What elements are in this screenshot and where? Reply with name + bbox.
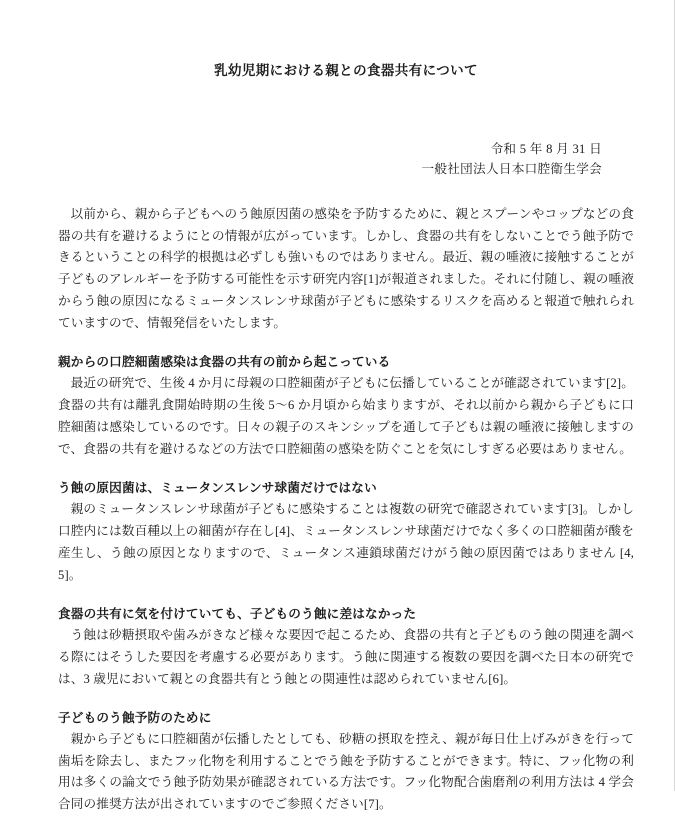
intro-paragraph: 以前から、親から子どもへのう蝕原因菌の感染を予防するために、親とスプーンやコップなどの食器の共有を避けるようにとの情報が広がっています。しかし、食器の共有をしないことでう蝕予防できるということの科学的根拠は必ずしも強いものではありません。最近、親の唾液に接触することが子どものアレルギーを予防する可能性を示す研究内容[1]が報道されました。それに付随し、親の唾液からう蝕の原因になるミュータンスレンサ球菌が子どもに感染するリスクを高めると報道で触れられていますので、情報発信をいたします。 xyxy=(58,204,634,335)
document-meta xyxy=(58,139,634,180)
section-paragraph: う蝕は砂糖摂取や歯みがきなど様々な要因で起こるため、食器の共有と子どものう蝕の関連を調べる際にはそうした要因を考慮する必要があります。う蝕に関連する複数の要因を調べた日本の研究では、3 歳児において親との食器共有とう蝕との関連性は認められていません[6]。 xyxy=(58,625,634,691)
section-heading: 親からの口腔細菌感染は食器の共有の前から起こっている xyxy=(58,352,634,372)
issuing-organization: 一般社団法人日本口腔衛生学会 xyxy=(58,159,602,179)
document-body xyxy=(58,204,634,816)
section-paragraph: 親のミュータンスレンサ球菌が子どもに感染することは複数の研究で確認されています[3]。しかし口腔内には数百種以上の細菌が存在し[4]、ミュータンスレンサ球菌だけでなく多くの口腔細菌が酸を産生し、う蝕の原因となりますので、ミュータンス連鎖球菌だけがう蝕の原因菌ではありません [4, 5]。 xyxy=(58,499,634,587)
section-heading: う蝕の原因菌は、ミュータンスレンサ球菌だけではない xyxy=(58,478,634,498)
section-caries-causing-bacteria xyxy=(58,478,634,587)
section-caries-prevention xyxy=(58,708,634,816)
section-heading: 子どものう蝕予防のために xyxy=(58,708,634,728)
section-utensil-sharing-no-difference xyxy=(58,604,634,691)
page-title: 乳幼児期における親との食器共有について xyxy=(58,0,634,81)
document-date: 令和 5 年 8 月 31 日 xyxy=(58,139,602,159)
section-oral-bacteria-transmission xyxy=(58,352,634,461)
section-heading: 食器の共有に気を付けていても、子どものう蝕に差はなかった xyxy=(58,604,634,624)
section-paragraph: 最近の研究で、生後 4 か月に母親の口腔細菌が子どもに伝播していることが確認されています[2]。食器の共有は離乳食開始時期の生後 5～6 か月頃から始まりますが、それ以前から親から子どもに口腔細菌は感染しているのです。日々の親子のスキンシップを通して子どもは親の唾液に接触しますので、食器の共有を避けるなどの方法で口腔細菌の感染を防ぐことを気にしすぎる必要はありません。 xyxy=(58,373,634,461)
section-paragraph: 親から子どもに口腔細菌が伝播したとしても、砂糖の摂取を控え、親が毎日仕上げみがきを行って歯垢を除去し、またフッ化物を利用することでう蝕を予防することができます。特に、フッ化物の利用は多くの論文でう蝕予防効果が確認されている方法です。フッ化物配合歯磨剤の利用方法は 4 学会合同の推奨方法が出されていますのでご参照ください[7]。 xyxy=(58,729,634,816)
